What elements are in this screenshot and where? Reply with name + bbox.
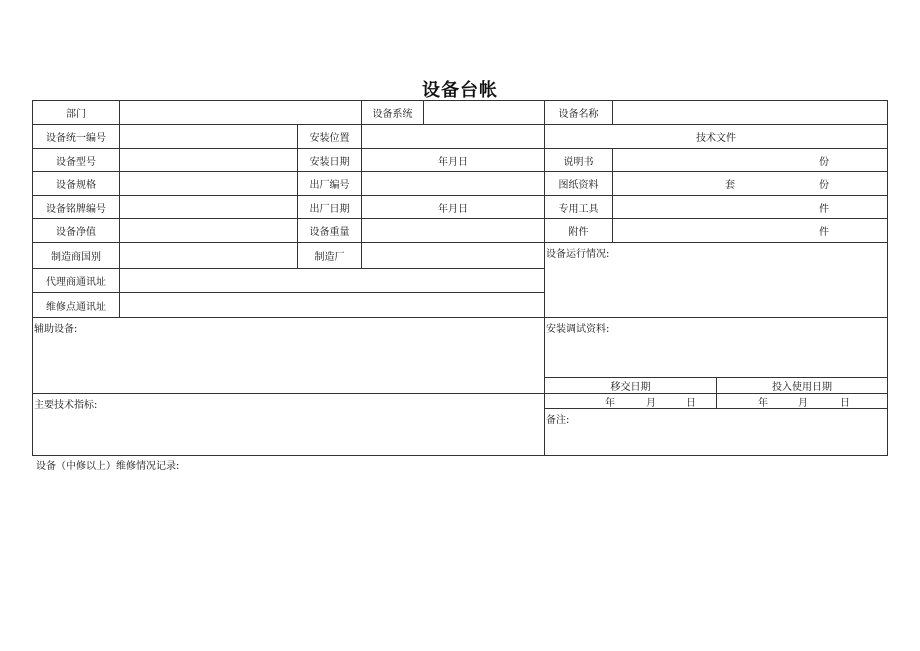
manual-unit: 份 (819, 156, 829, 168)
value-in-use-date[interactable] (716, 393, 888, 409)
header-tech-docs: 技术文件 (544, 124, 888, 149)
value-manual[interactable] (612, 148, 888, 172)
value-install-location[interactable] (361, 124, 545, 149)
label-net-value: 设备净值 (32, 218, 120, 243)
header-handover-date: 移交日期 (544, 377, 717, 394)
operation-status-box[interactable]: 设备运行情况: (544, 242, 888, 318)
label-factory-date: 出厂日期 (297, 195, 362, 219)
value-model[interactable] (119, 148, 298, 172)
value-accessories[interactable] (612, 218, 888, 243)
value-spec[interactable] (119, 171, 298, 196)
value-dept[interactable] (119, 100, 362, 125)
value-factory-no[interactable] (361, 171, 545, 196)
drawings-unit-copy: 份 (819, 180, 829, 191)
label-factory-no: 出厂编号 (297, 171, 362, 196)
handover-month: 月 (646, 397, 656, 409)
label-special-tools: 专用工具 (544, 195, 613, 219)
value-unified-no[interactable] (119, 124, 298, 149)
label-drawings: 图纸资料 (544, 171, 613, 196)
label-nameplate-no: 设备铭牌编号 (32, 195, 120, 219)
document-title: 设备台帐 (422, 80, 498, 101)
label-unified-no: 设备统一编号 (32, 124, 120, 149)
value-nameplate-no[interactable] (119, 195, 298, 219)
maintenance-record-label: 设备（中修以上）维修情况记录: (36, 461, 180, 472)
value-maker[interactable] (361, 242, 545, 269)
label-agent-address: 代理商通讯址 (32, 268, 120, 293)
special-tools-unit: 件 (819, 203, 829, 215)
value-repair-address[interactable] (119, 292, 545, 318)
key-specs-box[interactable]: 主要技术指标: (32, 393, 545, 456)
value-equipment-system[interactable] (423, 100, 545, 125)
handover-day: 日 (686, 397, 696, 409)
install-debug-box[interactable]: 安装调试资料: (544, 317, 888, 378)
label-model: 设备型号 (32, 148, 120, 172)
label-repair-address: 维修点通讯址 (32, 292, 120, 318)
label-install-date: 安装日期 (297, 148, 362, 172)
in-use-day: 日 (840, 397, 850, 409)
value-maker-country[interactable] (119, 242, 298, 269)
value-handover-date[interactable] (544, 393, 717, 409)
in-use-year: 年 (758, 397, 768, 409)
remarks-box[interactable]: 备注: (544, 408, 888, 456)
header-in-use-date: 投入使用日期 (716, 377, 888, 394)
value-net-value[interactable] (119, 218, 298, 243)
label-equipment-system: 设备系统 (361, 100, 424, 125)
in-use-month: 月 (798, 397, 808, 409)
label-weight: 设备重量 (297, 218, 362, 243)
value-install-date[interactable]: 年月日 (361, 148, 545, 172)
accessories-unit: 件 (819, 227, 829, 238)
label-maker: 制造厂 (297, 242, 362, 269)
label-equipment-name: 设备名称 (544, 100, 613, 125)
label-spec: 设备规格 (32, 171, 120, 196)
value-factory-date[interactable]: 年月日 (361, 195, 545, 219)
aux-equipment-box[interactable]: 辅助设备: (32, 317, 545, 394)
handover-year: 年 (605, 397, 615, 409)
label-maker-country: 制造商国别 (32, 242, 120, 269)
value-weight[interactable] (361, 218, 545, 243)
drawings-unit-set: 套 (725, 180, 735, 191)
label-manual: 说明书 (544, 148, 613, 172)
label-dept: 部门 (32, 100, 120, 125)
label-install-location: 安装位置 (297, 124, 362, 149)
label-accessories: 附件 (544, 218, 613, 243)
value-drawings[interactable] (612, 171, 888, 196)
value-agent-address[interactable] (119, 268, 545, 293)
value-equipment-name[interactable] (612, 100, 888, 125)
value-special-tools[interactable] (612, 195, 888, 219)
